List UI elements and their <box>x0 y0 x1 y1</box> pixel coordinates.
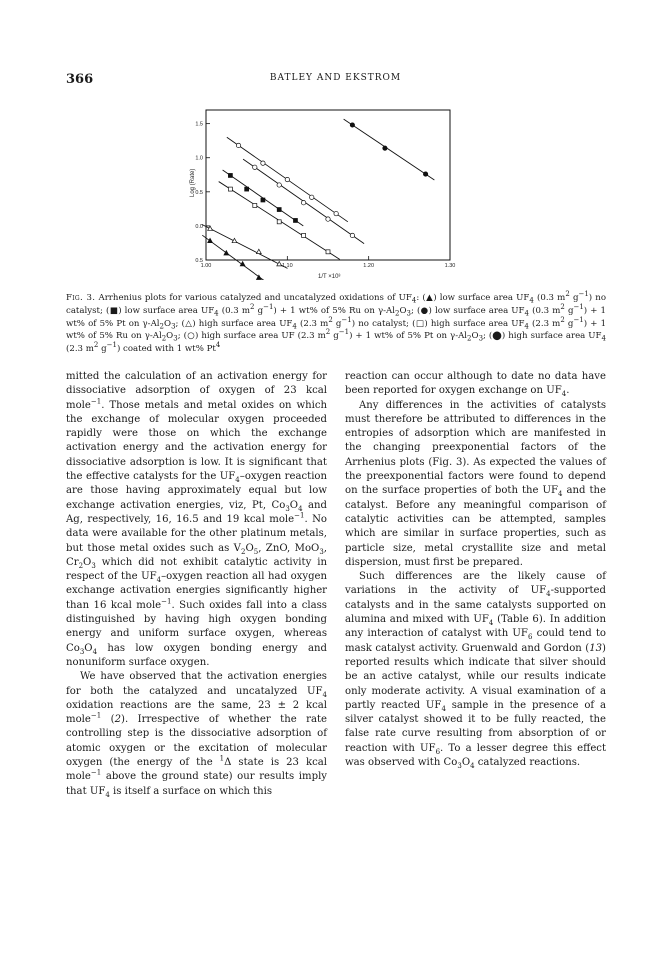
running-head: BATLEY AND EKSTROM <box>269 73 402 83</box>
x-tick-label: 1.20 <box>363 263 375 269</box>
data-point <box>228 187 232 191</box>
y-tick-label: 0.0 <box>195 223 203 230</box>
plot-frame <box>206 110 450 260</box>
series-line <box>344 119 435 180</box>
x-tick-label: 1.10 <box>281 263 293 269</box>
data-point <box>334 211 338 215</box>
data-point <box>285 177 289 181</box>
figure-caption <box>66 292 606 356</box>
data-point <box>236 143 240 147</box>
y-tick-label: 0.5 <box>195 258 203 264</box>
data-point <box>301 201 305 205</box>
data-point <box>293 218 297 222</box>
body-paragraph: We have observed that the activation energies for both the catalyzed and uncatalyzed $UF_4$ oxidation reactions are the same, 23 ± 2 kcal mole$^{-1}$ (2). Irrespective of whether the rate controlling step is the dissociative adsorption of atomic oxygen or the excitation of molecular oxygen (the energy of the $^1$Δ state is 23 kcal mole$^{-1}$ above the ground state) our results imply that $UF_4$ is itself a surface on which this <box>66 671 327 799</box>
data-point <box>302 233 306 237</box>
figure-label: Fig. 3. <box>66 293 96 303</box>
data-point <box>326 217 330 221</box>
data-point <box>261 161 265 165</box>
data-point <box>326 250 330 254</box>
body-paragraph: mitted the calculation of an activation energy for dissociative adsorption of oxygen of 23 kcal mole$^{-1}$. Those metals and metal oxides on which the exchange of molecular oxygen proceeded rapidly were those on which the exchange activation energy and the activation energy for dissociative adsorption is low. It is significant that the effective catalysts for the $UF_4$–oxygen reaction are those having approximately equal but low exchange activation energies, viz, Pt, $Co_3O_4$ and Ag, respectively, 16, 16.5 and 19 kcal mole$^{-1}$. No data were available for the other platinum metals, but those metal oxides such as $V_2O_5$, ZnO, MoO$_3$, $Cr_2O_3$ which did not exhibit catalytic activity in respect of the $UF_4$–oxygen reaction all had oxygen exchange activation energies significantly higher than 16 kcal mole$^{-1}$. Such oxides fall into a class distinguished by having high oxygen bonding energy and uniform surface oxygen, whereas $Co_3O_4$ has low oxygen bonding energy and nonuniform surface oxygen. <box>66 371 328 668</box>
data-point <box>423 172 427 176</box>
data-point <box>245 187 249 191</box>
series-line <box>202 224 288 268</box>
left-column <box>66 370 327 799</box>
data-point <box>208 238 213 242</box>
data-point <box>253 165 257 169</box>
series-line <box>202 235 283 280</box>
data-point <box>277 183 281 187</box>
data-point <box>310 195 314 199</box>
x-axis-label: 1/T ×10³ <box>318 274 341 280</box>
data-point <box>277 208 281 212</box>
data-point <box>256 249 261 253</box>
y-tick-label: 1.0 <box>195 155 203 162</box>
data-point <box>253 203 257 207</box>
y-tick-label: 0.5 <box>195 189 203 196</box>
x-tick-label: 1.00 <box>200 263 212 269</box>
body-paragraph: Such differences are the likely cause of variations in the activity of $UF_4$-supported catalysts and in the same catalysts supported on alumina and mixed with $UF_4$ (Table 6). In addition any interaction of catalyst with $UF_6$ could tend to mask catalyst activity. Gruenwald and Gordon (13) reported results which indicate that silver should be an active catalyst, while our results indicate only moderate activity. A visual examination of a partly reacted $UF_4$ sample in the presence of a silver catalyst showed it to be fully reacted, the false rate curve resulting from absorption of or reaction with $UF_6$. To a lesser degree this effect was observed with $Co_3O_4$ catalyzed reactions. <box>345 571 607 771</box>
body-paragraph: reaction can occur although to date no data have been reported for oxygen exchange on $UF_4$. <box>345 371 606 399</box>
data-point <box>350 233 354 237</box>
y-axis-label: Log (Rate) <box>190 168 196 197</box>
right-column <box>345 370 606 770</box>
x-tick-label: 1.30 <box>444 263 456 269</box>
caption-text: Arrhenius plots for various catalyzed and uncatalyzed oxidations of $UF_4$: (▲) low surface area $UF_4$ (0.3 $m^2$ $g^{-1}$) no catalyst; (■) low surface area $UF_4$ (0.3 $m^2$ $g^{-1}) + 1$ wt% of 5% Ru on $\gamma-Al_2O_3$; (●) low surface area $UF_4$ (0.3 $m^2$ $g^{-1}) + 1$ wt% of 5% Pt on $\gamma-Al_2O_3$; (△) high surface area $UF_4$ (2.3 $m^2$ $g^{-1}$) no catalyst; (□) high surface area $UF_4$ (2.3 $m^2$ $g^{-1}) + 1$ wt% of 5% Ru on $\gamma-Al_2O_3$; (○) high surface area UF (2.3 $m^2$ $g^{-1}) + 1$ wt% of 5% Pt on $\gamma-Al_2O_3$; (⬤) high surface area $UF_4$ (2.3 $m^2$ $g^{-1}$) coated with 1 wt% Pt$^4$ <box>66 290 607 355</box>
page-number: 366 <box>66 72 94 87</box>
data-point <box>261 198 265 202</box>
data-point <box>350 123 354 127</box>
data-point <box>228 173 232 177</box>
body-paragraph: Any differences in the activities of catalysts must therefore be attributed to differences in the entropies of adsorption which are manifested in the changing preexponential factors of the Arrhenius plots (Fig. 3). As expected the values of the preexponential factors were found to depend on the surface properties of both the $UF_4$ and the catalyst. Before any meaningful comparison of catalytic activities can be attempted, samples which are similar in surface properties, such as particle size, metal crystallite size and metal dispersion, must first be prepared. <box>345 399 606 568</box>
data-point <box>383 146 387 150</box>
arrhenius-chart <box>160 100 460 280</box>
data-point <box>277 220 281 224</box>
y-tick-label: 1.5 <box>195 121 203 128</box>
